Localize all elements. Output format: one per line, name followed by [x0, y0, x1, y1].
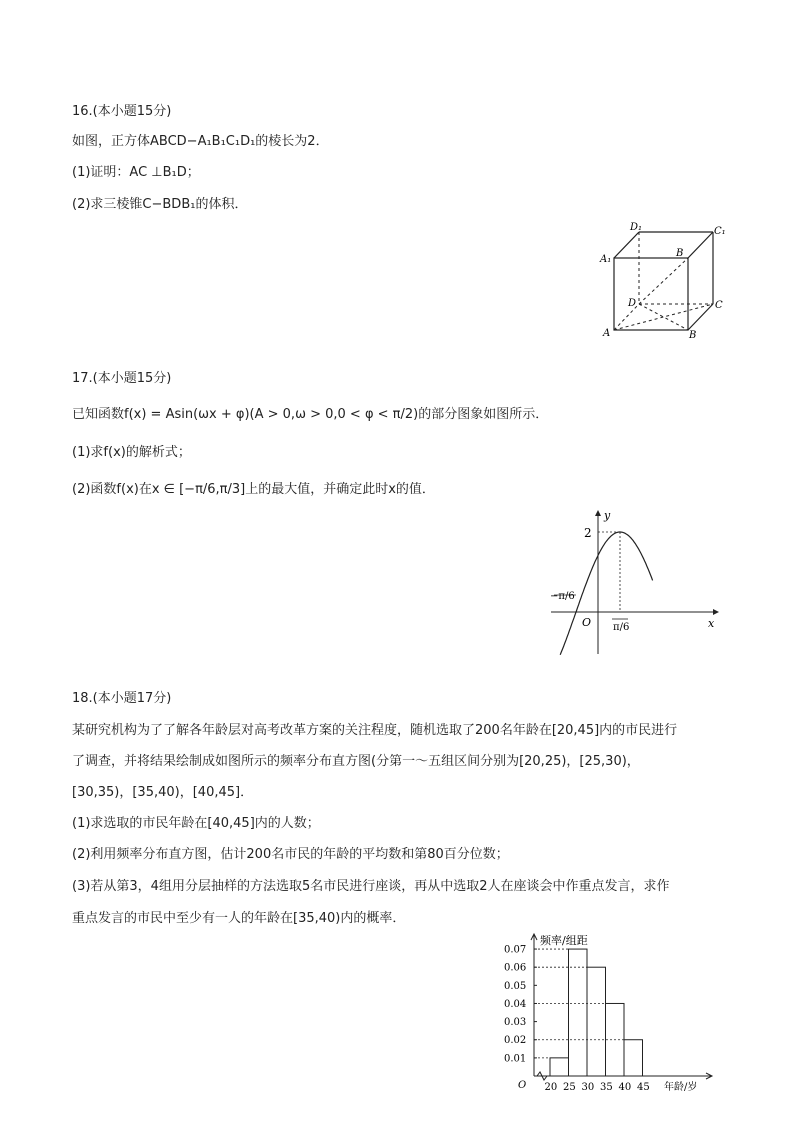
y-tick-label: 0.03 — [504, 1017, 527, 1029]
problem-17-statement: 已知函数f(x) = Asin(ωx + φ)(A > 0,ω > 0,0 < φ < π/2)的部分图象如图所示． — [72, 407, 549, 422]
problem-16-part-2: (2)求三棱锥C−BDB₁的体积． — [72, 197, 248, 212]
x-tick-label: 25 — [563, 1082, 576, 1093]
histogram-bar — [569, 949, 588, 1076]
label-b1: B — [676, 248, 684, 259]
y-tick-label: 0.05 — [504, 980, 527, 992]
label-c1: C₁ — [714, 226, 726, 237]
x-tick-label: 20 — [544, 1082, 558, 1093]
x-tick-label: 30 — [581, 1082, 595, 1093]
problem-18-header: 18.(本小题17分) — [72, 691, 172, 706]
x-axis-label: x — [708, 617, 715, 630]
y-tick-2: 2 — [584, 526, 592, 540]
label-a1: A₁ — [600, 254, 612, 265]
problem-18-line-3: [30,35)，[35,40)，[40,45]． — [72, 785, 254, 800]
problem-18-part-1: (1)求选取的市民年龄在[40,45]内的人数； — [72, 816, 320, 831]
label-b: B — [689, 330, 697, 341]
histogram-bar — [624, 1040, 643, 1076]
problem-18-line-2: 了调查，并将结果绘制成如图所示的频率分布直方图(分第一～五组区间分别为[20,25)，[25,30)， — [72, 754, 640, 769]
problem-17-part-2: (2)函数f(x)在x ∈ [−π/6,π/3]上的最大值，并确定此时x的值． — [72, 482, 435, 497]
problem-16-header: 16.(本小题15分) — [72, 104, 172, 119]
label-d1: D₁ — [630, 222, 643, 233]
x-tick-label: 35 — [600, 1082, 613, 1093]
x-axis-label: 年龄/岁 — [664, 1082, 698, 1093]
problem-18-part-3a: (3)若从第3，4组用分层抽样的方法选取5名市民进行座谈，再从中选取2人在座谈会中作重点发言，求作 — [72, 879, 670, 894]
y-tick-label: 0.01 — [504, 1053, 527, 1065]
problem-16-statement: 如图，正方体ABCD−A₁B₁C₁D₁的棱长为2． — [72, 134, 329, 149]
y-axis-label: y — [604, 509, 611, 522]
sine-graph-figure — [546, 506, 726, 658]
label-a: A — [603, 328, 611, 339]
origin-label: O — [518, 1080, 527, 1091]
right-tick: π/6 — [613, 622, 630, 633]
y-tick-label: 0.04 — [504, 998, 527, 1010]
histogram-bar — [550, 1058, 569, 1076]
frequency-histogram — [494, 928, 722, 1096]
y-tick-label: 0.02 — [504, 1035, 527, 1047]
problem-17-header: 17.(本小题15分) — [72, 371, 172, 386]
problem-18-line-1: 某研究机构为了了解各年龄层对高考改革方案的关注程度，随机选取了200名年龄在[20,45]内的市民进行 — [72, 723, 678, 738]
y-tick-label: 0.06 — [504, 962, 527, 974]
origin-label: O — [582, 616, 592, 629]
y-axis-label: 频率/组距 — [540, 934, 588, 947]
cube-figure — [596, 220, 731, 342]
x-tick-label: 45 — [637, 1082, 650, 1093]
problem-16-part-1: (1)证明：AC ⊥B₁D； — [72, 165, 200, 180]
problem-18-part-3b: 重点发言的市民中至少有一人的年龄在[35,40)内的概率． — [72, 911, 406, 926]
y-tick-label: 0.07 — [504, 944, 527, 956]
histogram-bar — [587, 967, 606, 1076]
problem-17-part-1: (1)求f(x)的解析式； — [72, 445, 191, 460]
label-c: C — [715, 300, 723, 311]
problem-18-part-2: (2)利用频率分布直方图，估计200名市民的年龄的平均数和第80百分位数； — [72, 847, 509, 862]
x-tick-label: 40 — [618, 1082, 632, 1093]
label-d: D — [628, 298, 637, 309]
left-tick: −π/6 — [550, 591, 575, 602]
